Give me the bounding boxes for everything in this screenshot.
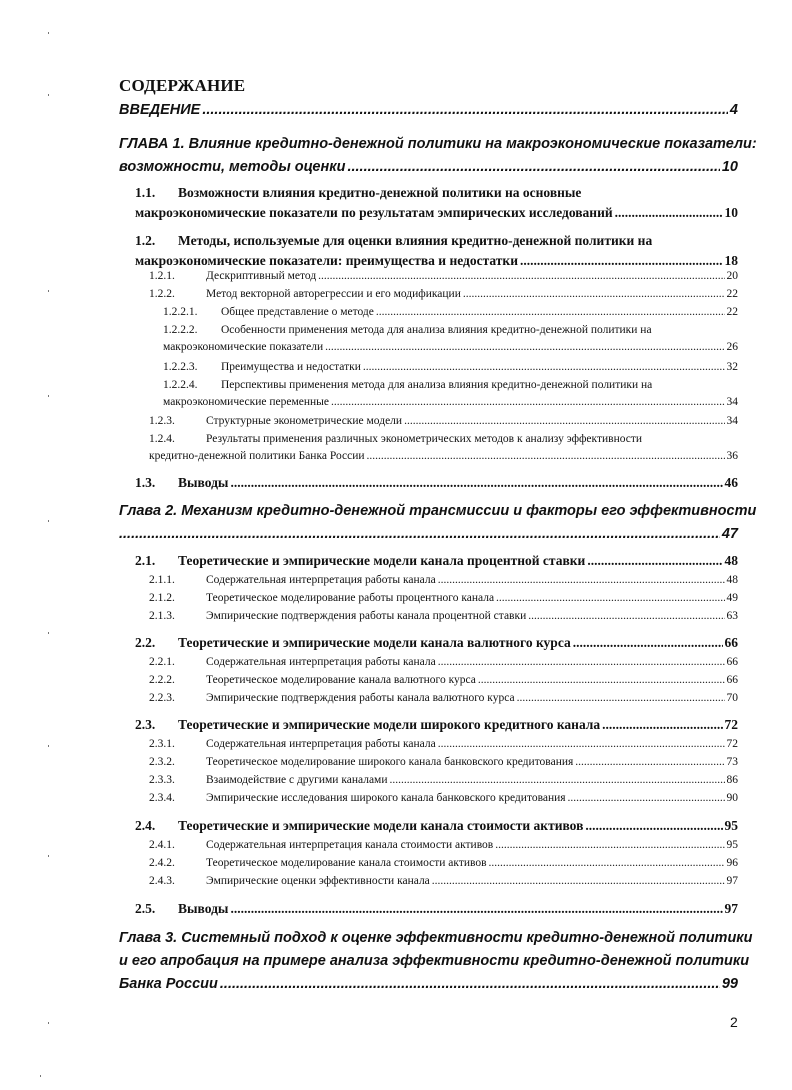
toc-entry-1-2-3[interactable] [149,413,738,430]
entry-number: 2.1.2. [149,592,175,604]
entry-page: 18 [724,253,738,268]
entry-number: 1.2.2.2. [163,324,198,336]
entry-number: 2.2.3. [149,692,175,704]
entry-title-line1: Глава 2. Механизм кредитно-денежной трансмиссии и факторы его эффективности [119,503,757,519]
toc-entry-2-2-3[interactable] [149,690,738,707]
entry-title: Теоретические и эмпирические модели широкого кредитного канала [178,717,601,732]
entry-page: 36 [726,450,738,462]
toc-entry-2-3-4[interactable] [149,790,738,807]
entry-page: 26 [726,341,738,353]
entry-page: 96 [726,857,738,869]
scan-artifact [48,94,49,96]
entry-title: Содержательная интерпретация работы канала [206,574,436,586]
toc-entry-2-1[interactable] [135,551,738,571]
leader-dots [496,590,724,607]
toc-entry-1-1[interactable] [135,183,738,223]
entry-page: 48 [724,553,738,568]
leader-dots [438,736,725,753]
entry-page: 66 [724,635,738,650]
leader-dots [585,816,722,836]
toc-entry-chapter-3[interactable] [119,927,753,996]
leader-dots [331,394,725,411]
entry-page: 22 [726,306,738,318]
entry-page: 4 [729,102,738,118]
leader-dots [495,837,724,854]
entry-title-line2: макроэкономические показатели по результатам эмпирических исследований [135,205,613,220]
leader-dots [573,633,723,653]
toc-entry-1-2-2-2[interactable] [163,322,738,356]
leader-dots [230,473,722,493]
entry-number: 2.1.3. [149,610,175,622]
leader-dots [404,413,724,430]
leader-dots [517,690,725,707]
toc-entry-1-2-2-3[interactable] [163,359,738,376]
toc-entry-2-4-1[interactable] [149,837,738,854]
toc-entry-chapter-2[interactable] [119,500,757,546]
entry-number: 2.2. [135,635,156,650]
toc-entry-chapter-1[interactable] [119,133,757,179]
leader-dots [230,899,722,919]
entry-number: 2.4.2. [149,857,175,869]
toc-entry-1-2-2-4[interactable] [163,377,738,411]
leader-dots [318,268,724,285]
entry-title-line2: макроэкономические показатели [163,341,324,353]
toc-entry-2-5[interactable] [135,899,738,919]
entry-title: Общее представление о методе [221,306,374,318]
scan-artifact [48,855,49,857]
entry-number: 1.3. [135,475,156,490]
toc-entry-1-2-2-1[interactable] [163,304,738,321]
entry-number: 2.1. [135,553,156,568]
entry-title: ВВЕДЕНИЕ [119,102,201,118]
entry-page: 95 [724,818,738,833]
leader-dots [438,654,725,671]
entry-page: 34 [726,415,738,427]
leader-dots [367,448,725,465]
entry-page: 73 [726,756,738,768]
leader-dots [432,873,725,890]
leader-dots [347,156,719,179]
leader-dots [363,359,725,376]
toc-entry-1-3[interactable] [135,473,738,493]
leader-dots [602,715,722,735]
leader-dots [220,973,720,996]
entry-page: 22 [726,288,738,300]
entry-page: 90 [726,792,738,804]
toc-entry-2-2[interactable] [135,633,738,653]
entry-title: Теоретическое моделирование канала валютного курса [206,674,476,686]
toc-entry-2-3[interactable] [135,715,738,735]
entry-title-line1: Возможности влияния кредитно-денежной политики на основные [178,185,582,200]
entry-page: 10 [721,159,738,175]
toc-entry-1-2-1[interactable] [149,268,738,285]
entry-page: 34 [726,396,738,408]
toc-entry-1-2-2[interactable] [149,286,738,303]
entry-title: Структурные эконометрические модели [206,415,403,427]
entry-title: Эмпирические исследования широкого канала банковского кредитования [206,792,566,804]
entry-title-line1: Особенности применения метода для анализа влияния кредитно-денежной политики на [221,324,652,336]
leader-dots [478,672,725,689]
toc-entry-2-3-1[interactable] [149,736,738,753]
scan-artifact [48,32,49,34]
entry-page: 46 [724,475,738,490]
entry-title: Преимущества и недостатки [221,361,361,373]
entry-page: 20 [726,270,738,282]
entry-title: Метод векторной авторегрессии и его модификации [206,288,461,300]
leader-dots [202,99,728,122]
toc-entry-2-3-2[interactable] [149,754,738,771]
entry-page: 86 [726,774,738,786]
entry-title: Эмпирические подтверждения работы канала валютного курса [206,692,515,704]
entry-page: 97 [726,875,738,887]
toc-entry-2-1-2[interactable] [149,590,738,607]
entry-title: Теоретические и эмпирические модели канала стоимости активов [178,818,584,833]
leader-dots [587,551,722,571]
scan-artifact [48,520,49,522]
entry-page: 63 [726,610,738,622]
entry-number: 2.4. [135,818,156,833]
scan-artifact [48,632,49,634]
toc-entry-2-1-1[interactable] [149,572,738,589]
scan-artifact [48,745,49,747]
entry-title-line1: Перспективы применения метода для анализа влияния кредитно-денежной политики на [221,379,653,391]
entry-title: Содержательная интерпретация работы канала [206,738,436,750]
entry-page: 95 [726,839,738,851]
entry-number: 2.5. [135,901,156,916]
leader-dots [489,855,725,872]
entry-title: Выводы [178,901,229,916]
leader-dots [463,286,725,303]
entry-title-line1: Глава 3. Системный подход к оценке эффективности кредитно-денежной политики [119,930,753,946]
entry-title: Выводы [178,475,229,490]
leader-dots [568,790,725,807]
entry-title: Эмпирические подтверждения работы канала процентной ставки [206,610,527,622]
toc-entry-2-4[interactable] [135,816,738,836]
entry-title: Дескриптивный метод [206,270,317,282]
toc-heading: СОДЕРЖАНИЕ [119,76,246,95]
leader-dots [528,608,724,625]
entry-title: Взаимодействие с другими каналами [206,774,388,786]
entry-number: 2.3.2. [149,756,175,768]
leader-dots [389,772,724,789]
leader-dots [325,339,724,356]
toc-entry-2-2-1[interactable] [149,654,738,671]
toc-entry-2-1-3[interactable] [149,608,738,625]
entry-number: 2.3.3. [149,774,175,786]
entry-number: 1.2.4. [149,433,175,445]
entry-page: 99 [721,976,738,992]
entry-title-line2: макроэкономические переменные [163,396,329,408]
entry-title: Содержательная интерпретация работы канала [206,656,436,668]
entry-page: 72 [726,738,738,750]
entry-number: 1.2.3. [149,415,175,427]
toc-entry-1-2[interactable] [135,231,738,271]
entry-number: 1.1. [135,185,156,200]
entry-page: 49 [726,592,738,604]
entry-page: 97 [724,901,738,916]
entry-title-line2: и его апробация на примере анализа эффективности кредитно-денежной политики [119,953,750,969]
page-number: 2 [730,1014,738,1030]
entry-title: Эмпирические оценки эффективности канала [206,875,430,887]
leader-dots [575,754,724,771]
leader-dots [376,304,725,321]
entry-page: 66 [726,674,738,686]
entry-number: 1.2.1. [149,270,175,282]
entry-title: Теоретическое моделирование работы процентного канала [206,592,495,604]
entry-title-line3: Банка России [119,976,218,992]
entry-page: 10 [724,205,738,220]
scan-artifact [48,290,49,292]
scan-artifact [40,1075,41,1077]
entry-number: 1.2.2.3. [163,361,198,373]
entry-page: 66 [726,656,738,668]
entry-number: 1.2.2.1. [163,306,198,318]
entry-title: Содержательная интерпретация канала стоимости активов [206,839,494,851]
entry-title-line1: Методы, используемые для оценки влияния кредитно-денежной политики на [178,233,653,248]
entry-title-line2: возможности, методы оценки [119,159,346,175]
toc-entry-intro[interactable] [119,99,738,122]
entry-number: 2.3. [135,717,156,732]
toc-entry-2-4-3[interactable] [149,873,738,890]
entry-title-line1: Результаты применения различных эконометрических методов к анализу эффективности [206,433,643,445]
leader-dots [119,523,720,546]
entry-page: 32 [726,361,738,373]
entry-title-line2: кредитно-денежной политики Банка России [149,450,365,462]
entry-number: 1.2.2.4. [163,379,198,391]
leader-dots [438,572,725,589]
entry-number: 1.2. [135,233,156,248]
entry-number: 2.4.1. [149,839,175,851]
entry-page: 72 [724,717,738,732]
entry-page: 47 [721,526,738,542]
entry-title-line1: ГЛАВА 1. Влияние кредитно-денежной политики на макроэкономические показатели: [119,136,757,152]
entry-number: 2.1.1. [149,574,175,586]
toc-entry-2-4-2[interactable] [149,855,738,872]
toc-entry-2-2-2[interactable] [149,672,738,689]
entry-title: Теоретическое моделирование канала стоимости активов [206,857,487,869]
scan-artifact [48,395,49,397]
entry-page: 70 [726,692,738,704]
toc-entry-2-3-3[interactable] [149,772,738,789]
entry-number: 1.2.2. [149,288,175,300]
entry-number: 2.3.1. [149,738,175,750]
leader-dots [615,203,723,223]
entry-title: Теоретическое моделирование широкого канала банковского кредитования [206,756,574,768]
entry-number: 2.3.4. [149,792,175,804]
entry-number: 2.2.2. [149,674,175,686]
entry-title-line2: макроэкономические показатели: преимущества и недостатки [135,253,518,268]
entry-number: 2.2.1. [149,656,175,668]
entry-title: Теоретические и эмпирические модели канала процентной ставки [178,553,586,568]
entry-number: 2.4.3. [149,875,175,887]
entry-title: Теоретические и эмпирические модели канала валютного курса [178,635,571,650]
scan-artifact [48,1022,49,1024]
toc-entry-1-2-4[interactable] [149,431,738,465]
entry-page: 48 [726,574,738,586]
